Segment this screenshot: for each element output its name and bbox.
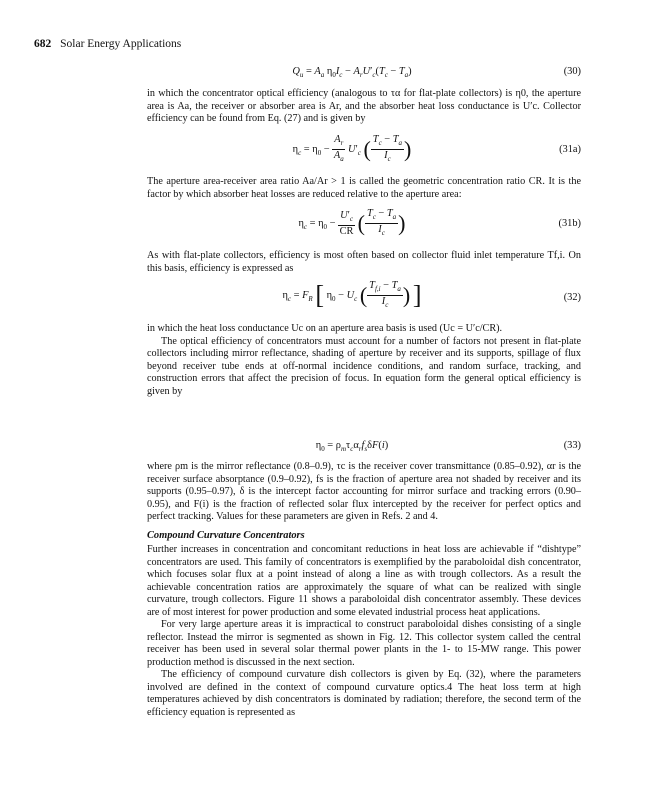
equation-32-body: $\eta_c = F_R$ [ $\eta_0 - U_c$ ( $\frac{T_{f,i} - T_a}{I_c}$ ) ] (282, 280, 422, 310)
equation-31a-number: (31a) (559, 144, 581, 155)
equation-31b-body: $\eta_c = \eta_0$ − $\frac{U'_c}{CR}$ ( $\frac{T_c - T_a}{I_c}$ ) (298, 208, 406, 238)
equation-31b-number: (31b) (558, 218, 581, 229)
section-heading: Compound Curvature Concentrators (147, 530, 305, 541)
paragraph-1: in which the concentrator optical efficiency (analogous to τα for flat-plate collectors) is η0, the aperture area is Aa, the receiver or absorber area is Ar, and the absorber heat loss conductance is U′c. Collector efficiency can be found from Eq. (27) and is given by (147, 88, 581, 124)
paragraph-3: As with flat-plate collectors, efficiency is most often based on collector fluid inlet temperature Tf,i. On this basis, efficiency is expressed as (147, 250, 581, 274)
paragraph-4: in which the heat loss conductance Uc on an aperture area basis is used (Uc = U′c/CR). The optical efficiency of concentrators must account for a number of factors not present in flat-plate collectors including mirror reflectance, shading of aperture by receiver and its supports, spillage of flux beyond receiver tube ends at off-normal incidence conditions, and random surface, tracking, and construction errors that affect the precision of focus. In equation form the general optical efficiency is given by (147, 323, 581, 397)
equation-30-number: (30) (563, 66, 581, 77)
equation-31b (147, 208, 581, 244)
equation-32-number: (32) (563, 292, 581, 303)
equation-33-body: $\eta_0 = \rho_m\tau_c\alpha_rf_s\delta F(i)$ (315, 440, 389, 454)
running-title: Solar Energy Applications (60, 38, 182, 50)
equation-31a (147, 134, 581, 170)
page-number: 682 (34, 38, 52, 50)
equation-31a-body: $\eta_c = \eta_0$ − $\frac{A_r}{A_a}$ $U'_c$ ( $\frac{T_c - T_a}{I_c}$ ) (292, 134, 412, 164)
page-header (34, 38, 181, 50)
equation-33-number: (33) (563, 440, 581, 451)
equation-30-body: $Q_u = A_a$ $\eta_0I_c - A_rU'_c(T_c - T_a)$ (292, 66, 412, 80)
paragraph-7: Further increases in concentration and concomitant reductions in heat loss are achievable if “dishtype” concentrators are used. This family of concentrators is exemplified by the paraboloidal dish concentrator, which focuses solar flux at a point instead of along a line as with trough collectors. As a result the achievable concentration ratios are approximately the square of what can be realized with single curvature, trough collectors. Figure 11 shows a paraboloidal dish concentrator assembly. These devices are of most interest for power production and some elevated industrial process heat applications. For very large aperture areas it is impractical to construct paraboloidal dishes consisting of a single reflector. Instead the mirror is segmented as shown in Fig. 12. This collector system called the central receiver has been used in several solar thermal power plants in the 1- to 15-MW range. This power production method is discussed in the next section. The efficiency of compound curvature dish collectors is given by Eq. (32), where the parameters involved are defined in the context of compound curvature optics.4 The heat loss term at high temperatures achieved by dish concentrators is dominated by radiation; therefore, the second term of the efficiency equation is represented as (147, 544, 581, 718)
equation-30 (147, 66, 581, 82)
paragraph-2: The aperture area-receiver area ratio Aa/Ar > 1 is called the geometric concentration ratio CR. It is the factor by which absorber heat losses are reduced relative to the aperture area: (147, 176, 581, 200)
equation-32 (147, 280, 581, 318)
equation-33 (147, 440, 581, 456)
paragraph-6: where ρm is the mirror reflectance (0.8–0.9), τc is the receiver cover transmittance (0.85–0.92), αr is the receiver surface absorptance (0.9–0.92), fs is the fraction of aperture area not shaded by receiver and its supports (0.95–0.97), δ is the intercept factor accounting for mirror surface and tracking errors (0.90–0.95), and F(i) is the fraction of reflected solar flux intercepted by the receiver for perfect optics and perfect tracking. Values for these parameters are given in Refs. 2 and 4. (147, 461, 581, 522)
